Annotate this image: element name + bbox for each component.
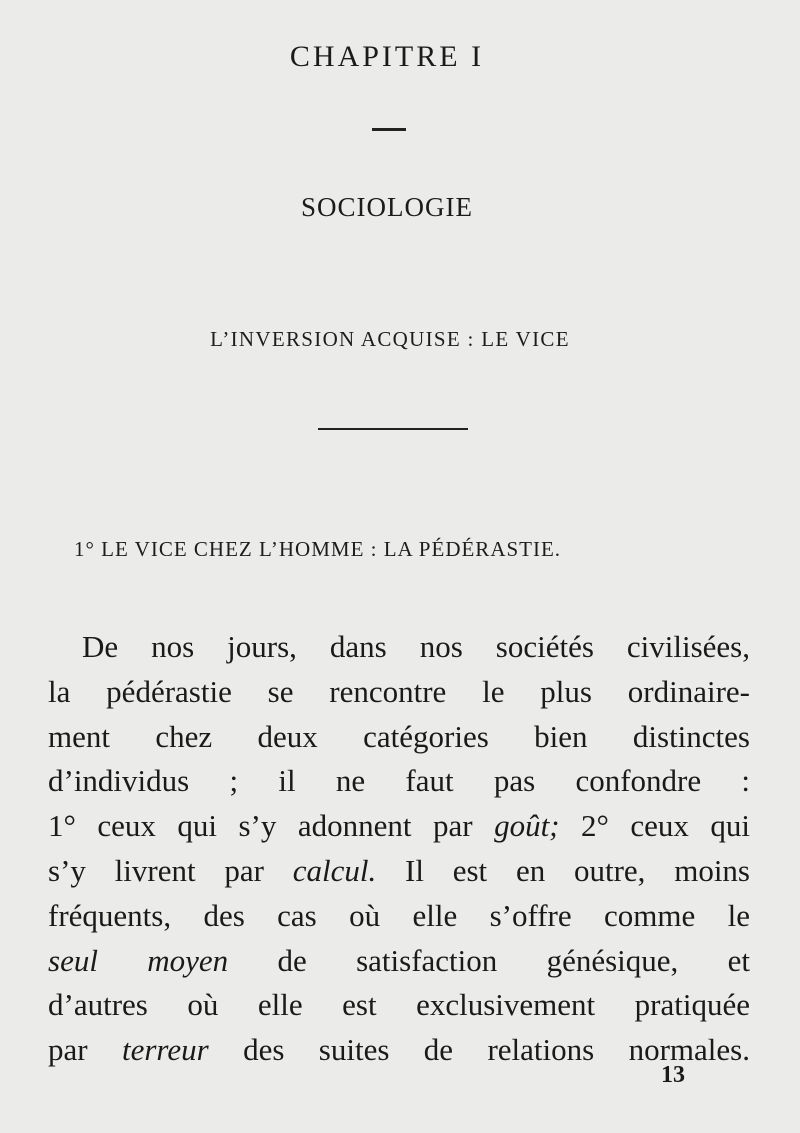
line-text: des suites de relations normales.: [208, 1032, 750, 1068]
line-text: ment chez deux catégories bien distinctes: [48, 718, 750, 754]
body-line: [48, 625, 750, 670]
body-line: [48, 939, 750, 984]
line-text: s’y livrent par: [48, 852, 293, 888]
line-text: Il est en outre, moins: [376, 852, 750, 888]
line-text: par: [48, 1032, 122, 1068]
chapter-title: CHAPITRE I: [289, 40, 485, 73]
line-text: la pédérastie se rencontre le plus ordinaire-: [48, 673, 750, 709]
line-italic-text: goût;: [494, 808, 560, 844]
body-line: [48, 804, 750, 849]
body-line: [48, 849, 750, 894]
line-text: d’autres où elle est exclusivement pratiquée: [48, 987, 750, 1023]
body-line: [48, 670, 750, 715]
line-italic-text: terreur: [121, 1032, 209, 1068]
line-italic-text: calcul.: [292, 852, 377, 888]
line-text: De nos jours, dans nos sociétés civilisées,: [82, 629, 750, 664]
body-line: [48, 1028, 750, 1073]
section-subtitle: L’INVERSION ACQUISE : LE VICE: [210, 327, 570, 351]
line-text: fréquents, des cas où elle s’offre comme le: [48, 897, 750, 933]
page-number: 13: [661, 1062, 685, 1088]
line-text: d’individus ; il ne faut pas confondre :: [48, 763, 750, 799]
body-paragraph: [48, 625, 750, 1073]
body-line: [48, 894, 750, 939]
line-text: de satisfaction génésique, et: [228, 942, 750, 978]
body-line: [48, 715, 750, 760]
long-rule: [318, 428, 468, 430]
line-text: 1° ceux qui s’y adonnent par: [48, 808, 495, 844]
body-line: [48, 759, 750, 804]
subsection-title: 1° LE VICE CHEZ L’HOMME : LA PÉDÉRASTIE.: [74, 537, 562, 561]
section-title: SOCIOLOGIE: [301, 192, 473, 222]
body-line: [48, 983, 750, 1028]
line-text: 2° ceux qui: [559, 808, 750, 844]
short-rule: [372, 128, 406, 131]
line-italic-text: seul moyen: [48, 942, 229, 978]
